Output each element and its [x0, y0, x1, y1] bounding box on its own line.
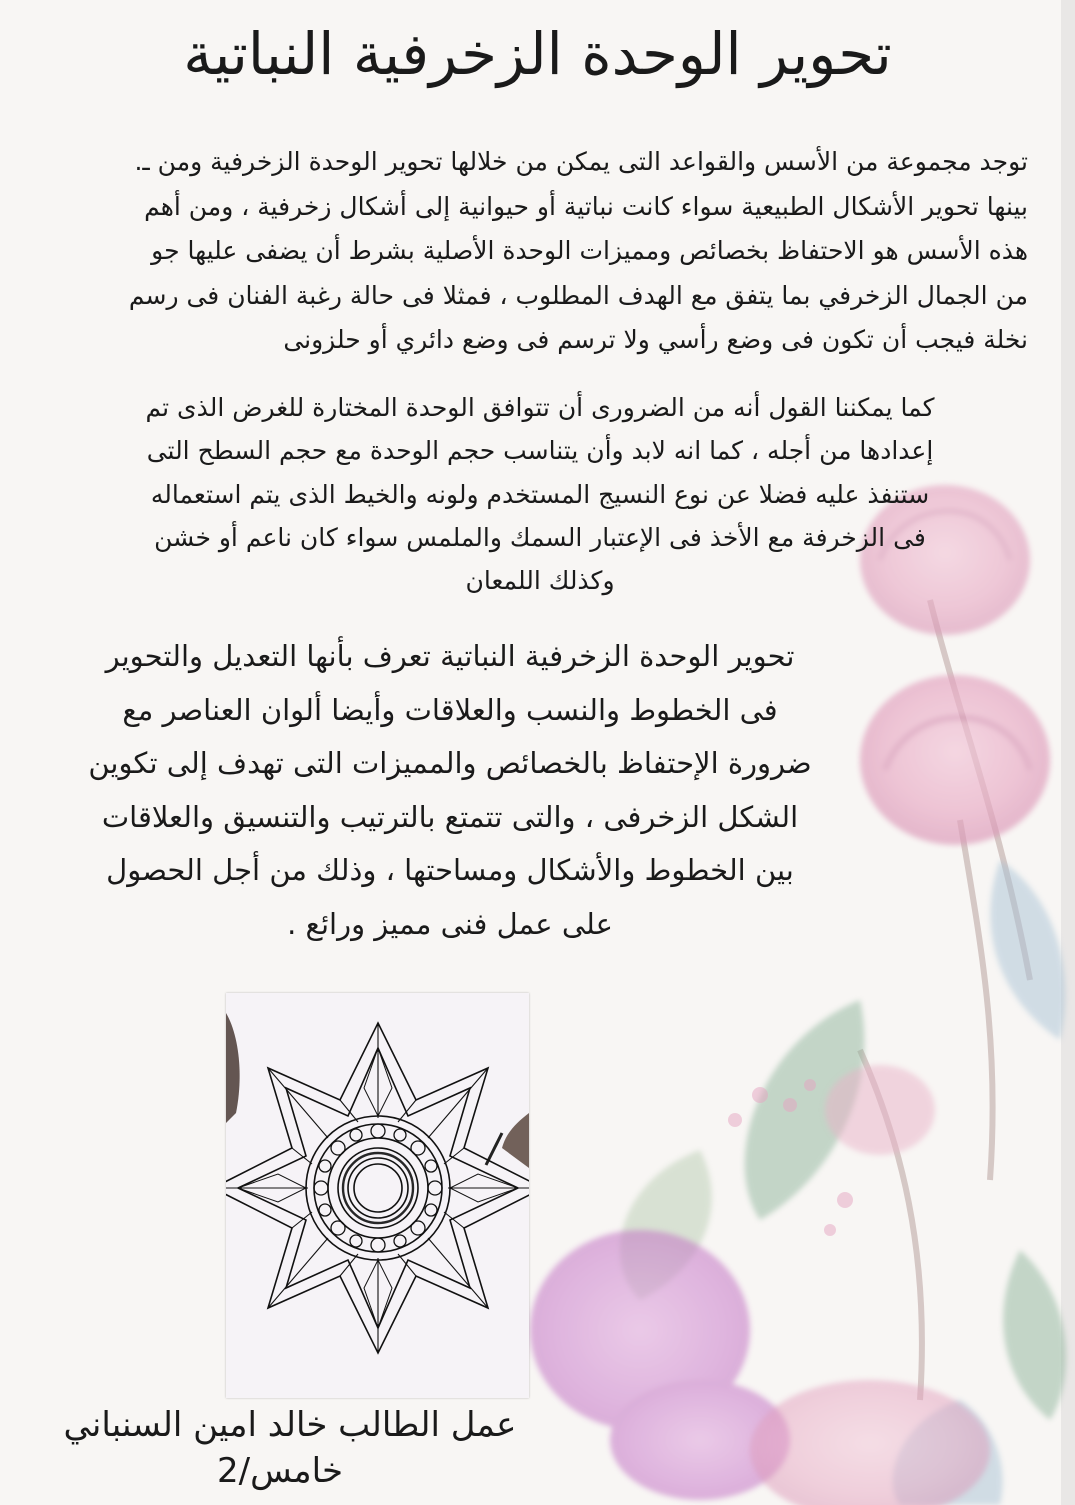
paragraph-suitability: كما يمكننا القول أنه من الضرورى أن تتوافق الوحدة المختارة للغرض الذى تم إعدادها من أجله ، كما انه لابد وأن يتناسب حجم الوحدة مع حجم السطح التى ستنفذ عليه فضلا عن نوع النسيج المستخدم ولونه والخيط الذى يتم استعماله فى الزخرفة مع الأخذ فى الإعتبار السمك والملمس سواء كان ناعم أو خشن وكذلك اللمعان	[145, 393, 935, 596]
rose-middle	[860, 675, 1050, 845]
mandala-drawing	[226, 993, 529, 1398]
mandala-artwork-image	[226, 993, 529, 1398]
caption-student-name: عمل الطالب خالد امين السنباني	[63, 1405, 517, 1445]
paragraph-intro: توجد مجموعة من الأسس والقواعد التى يمكن من خلالها تحوير الوحدة الزخرفية ومن ـ. بينها تحوير الأشكال الطبيعية سواء كانت نباتية أو حيوانية إلى أشكال زخرفية ، ومن أهم هذه الأسس هو الاحتفاظ بخصائص ومميزات الوحدة الأصلية بشرط أن يضفى عليها جو من الجمال الزخرفي بما يتفق مع الهدف المطلوب ، فمثلا فى حالة رغبة الفنان فى رسم نخلة فيجب أن تكون فى وضع رأسي ولا ترسم فى وضع دائري أو حلزونى	[128, 147, 1028, 354]
page-title: تحوير الوحدة الزخرفية النباتية	[183, 20, 892, 88]
paragraph-definition: تحوير الوحدة الزخرفية النباتية تعرف بأنها التعديل والتحوير فى الخطوط والنسب والعلاقات وأيضا ألوان العناصر مع ضرورة الإحتفاظ بالخصائص والمميزات التى تهدف إلى تكوين الشكل الزخرفى ، والتى تتمتع بالترتيب والتنسيق والعلاقات بين الخطوط والأشكال ومساحتها ، وذلك من أجل الحصول على عمل فنى مميز ورائع .	[88, 639, 812, 941]
caption-class: خامس/2	[216, 1451, 344, 1491]
rose-magenta	[530, 1230, 790, 1500]
